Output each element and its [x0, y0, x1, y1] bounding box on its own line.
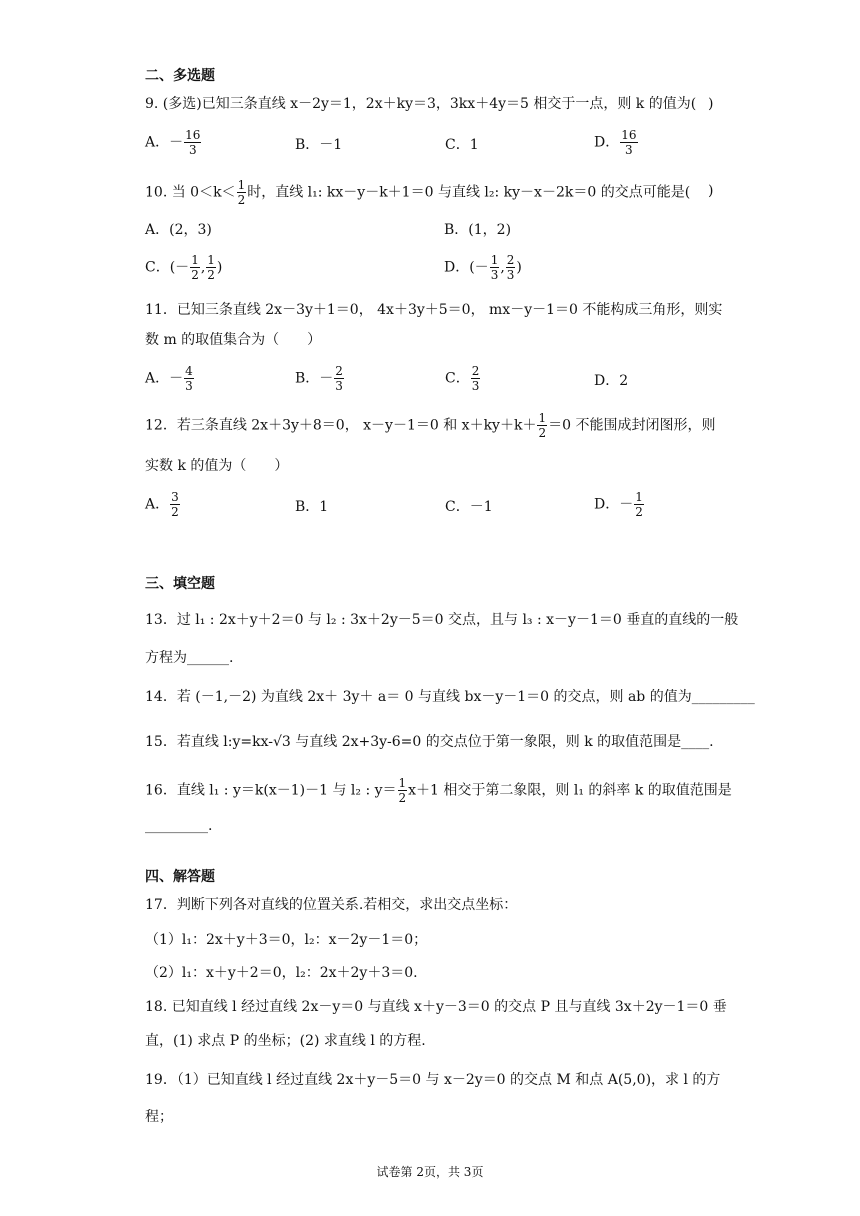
option-label: D．: [594, 134, 620, 151]
section-heading-solutions: 四、解答题: [145, 869, 215, 885]
question-17-line-3: （2）l₁：x＋y＋2＝0，l₂：2x＋2y＋3＝0.: [145, 965, 418, 981]
option-label: A．－: [145, 134, 184, 151]
question-16-text-b: x＋1 相交于第二象限，则 l₁ 的斜率 k 的取值范围是: [408, 782, 732, 799]
numerator: 2: [335, 364, 343, 378]
numerator: 16: [621, 128, 637, 142]
fraction: [206, 253, 216, 282]
denominator: 3: [625, 143, 633, 157]
numerator: 1: [207, 253, 215, 267]
fraction: [490, 253, 500, 282]
numerator: 16: [185, 128, 201, 142]
question-18-line-2: 直，(1) 求点 P 的坐标；(2) 求直线 l 的方程.: [145, 1033, 426, 1049]
question-19-line-1: 19．（1）已知直线 l 经过直线 2x＋y－5＝0 与 x－2y＝0 的交点 M 和点 A(5,0)，求 l 的方: [145, 1072, 721, 1088]
question-12-line-1: [145, 411, 715, 440]
q12-option-b: B．1: [295, 499, 329, 515]
option-label: C．: [445, 370, 470, 387]
close-paren: ): [516, 259, 522, 276]
denominator: 2: [237, 193, 246, 207]
close-paren: ): [216, 259, 223, 276]
question-16-text-a: 16．直线 l₁ : y＝k(x－1)－1 与 l₂ : y＝: [145, 782, 397, 799]
question-11-line-2: 数 m 的取值集合为（ ）: [145, 332, 322, 348]
fraction: [190, 253, 200, 282]
question-17-line-1: 17．判断下列各对直线的位置关系.若相交，求出交点坐标：: [145, 897, 518, 913]
numerator: 1: [635, 490, 643, 504]
denominator: 3: [335, 379, 343, 393]
question-19-line-2: 程；: [145, 1109, 173, 1125]
q9-option-a: [145, 128, 202, 157]
denominator: 3: [490, 268, 499, 282]
numerator: 1: [191, 253, 199, 267]
fraction: [620, 128, 637, 157]
denominator: 2: [635, 505, 643, 519]
numerator: 1: [237, 178, 246, 192]
numerator: 4: [185, 364, 193, 378]
question-10-text-b: 时，直线 l₁: kx－y－k＋1＝0 与直线 l₂: ky－x－2k＝0 的交点可能是(: [247, 184, 691, 201]
q9-option-c: C．1: [445, 137, 479, 153]
question-13-line-1: 13．过 l₁ : 2x＋y＋2＝0 与 l₂ : 3x＋2y－5＝0 交点，且与 l₃ : x－y－1＝0 垂直的直线的一般: [145, 612, 739, 628]
question-16-line-2: _________.: [145, 818, 213, 834]
denominator: 2: [171, 505, 179, 519]
question-11-line-1: 11．已知三条直线 2x－3y＋1＝0， 4x＋3y＋5＝0， mx－y－1＝0 不能构成三角形，则实: [145, 302, 723, 318]
q9-option-b: B．－1: [295, 137, 343, 153]
section-heading-multiple-choice: 二、多选题: [145, 68, 215, 84]
fraction: [506, 253, 516, 282]
numerator: 3: [171, 490, 179, 504]
option-label: D．－: [594, 496, 634, 513]
q12-option-d: [594, 490, 645, 519]
denominator: 2: [191, 268, 199, 282]
question-12-text-a: 12．若三条直线 2x＋3y＋8＝0， x－y－1＝0 和 x＋ky＋k＋: [145, 417, 537, 434]
q9-option-d: [594, 128, 639, 157]
numerator: 2: [506, 253, 515, 267]
denominator: 3: [188, 143, 197, 157]
q10-option-b: B．(1，2): [444, 222, 512, 238]
q12-option-c: C．－1: [445, 499, 493, 515]
question-14: 14．若 (－1,－2) 为直线 2x＋ 3y＋ a＝ 0 与直线 bx－y－1＝0 的交点，则 ab 的值为_________: [145, 689, 755, 705]
question-16-line-1: [145, 776, 732, 805]
denominator: 3: [506, 268, 515, 282]
question-18-line-1: 18. 已知直线 l 经过直线 2x－y＝0 与直线 x＋y－3＝0 的交点 P 且与直线 3x＋2y－1＝0 垂: [145, 999, 727, 1015]
question-10-text-a: 10. 当 0＜k＜: [145, 184, 236, 201]
q10-option-d: [444, 253, 522, 282]
denominator: 2: [207, 268, 215, 282]
numerator: 1: [398, 776, 407, 790]
q12-option-a: [145, 490, 181, 519]
q10-option-a: A．(2，3): [145, 222, 212, 238]
question-15: 15．若直线 l:y=kx-√3 与直线 2x+3y-6=0 的交点位于第一象限，则 k 的取值范围是____.: [145, 734, 714, 750]
question-9-stem: [145, 94, 696, 114]
fraction: [170, 490, 180, 519]
question-10-answer-paren: ): [708, 183, 714, 199]
q11-option-c: [445, 364, 481, 393]
fraction: [237, 178, 247, 207]
q11-option-a: [145, 364, 195, 393]
option-label: B．－: [295, 370, 334, 387]
fraction: [398, 776, 408, 805]
option-label: D．(－: [444, 259, 489, 276]
fraction: [184, 128, 201, 157]
denominator: 2: [398, 791, 407, 805]
comma: ,: [500, 259, 505, 276]
numerator: 1: [538, 411, 547, 425]
fraction: [184, 364, 194, 393]
page-footer: 试卷第 2页，共 3页: [376, 1165, 484, 1179]
comma: ,: [200, 259, 206, 276]
option-label: A．－: [145, 370, 184, 387]
denominator: 2: [538, 426, 547, 440]
section-heading-fill-in-blank: 三、填空题: [145, 576, 215, 592]
fraction: [471, 364, 481, 393]
option-label: C．(－: [145, 259, 190, 276]
fraction: [634, 490, 644, 519]
fraction: [334, 364, 344, 393]
question-9-answer-paren: ): [708, 96, 714, 112]
q11-option-d: D．2: [594, 373, 629, 389]
denominator: 3: [185, 379, 193, 393]
question-12-line-2: 实数 k 的值为（ ）: [145, 458, 289, 474]
numerator: 1: [490, 253, 499, 267]
numerator: 2: [471, 364, 480, 378]
question-10-stem: [145, 178, 690, 207]
q10-option-c: [145, 253, 222, 282]
option-label: A．: [145, 496, 170, 513]
fraction: [537, 411, 547, 440]
denominator: 3: [471, 379, 480, 393]
question-13-line-2: 方程为______.: [145, 650, 234, 666]
question-12-text-b: ＝0 不能围成封闭图形，则: [548, 417, 716, 434]
question-9-text: 9. (多选)已知三条直线 x－2y＝1，2x＋ky＝3，3kx＋4y＝5 相交于一点，则 k 的值为(: [145, 96, 697, 112]
q11-option-b: [295, 364, 345, 393]
question-17-line-2: （1）l₁：2x＋y＋3＝0，l₂：x－2y－1＝0；: [145, 932, 428, 948]
